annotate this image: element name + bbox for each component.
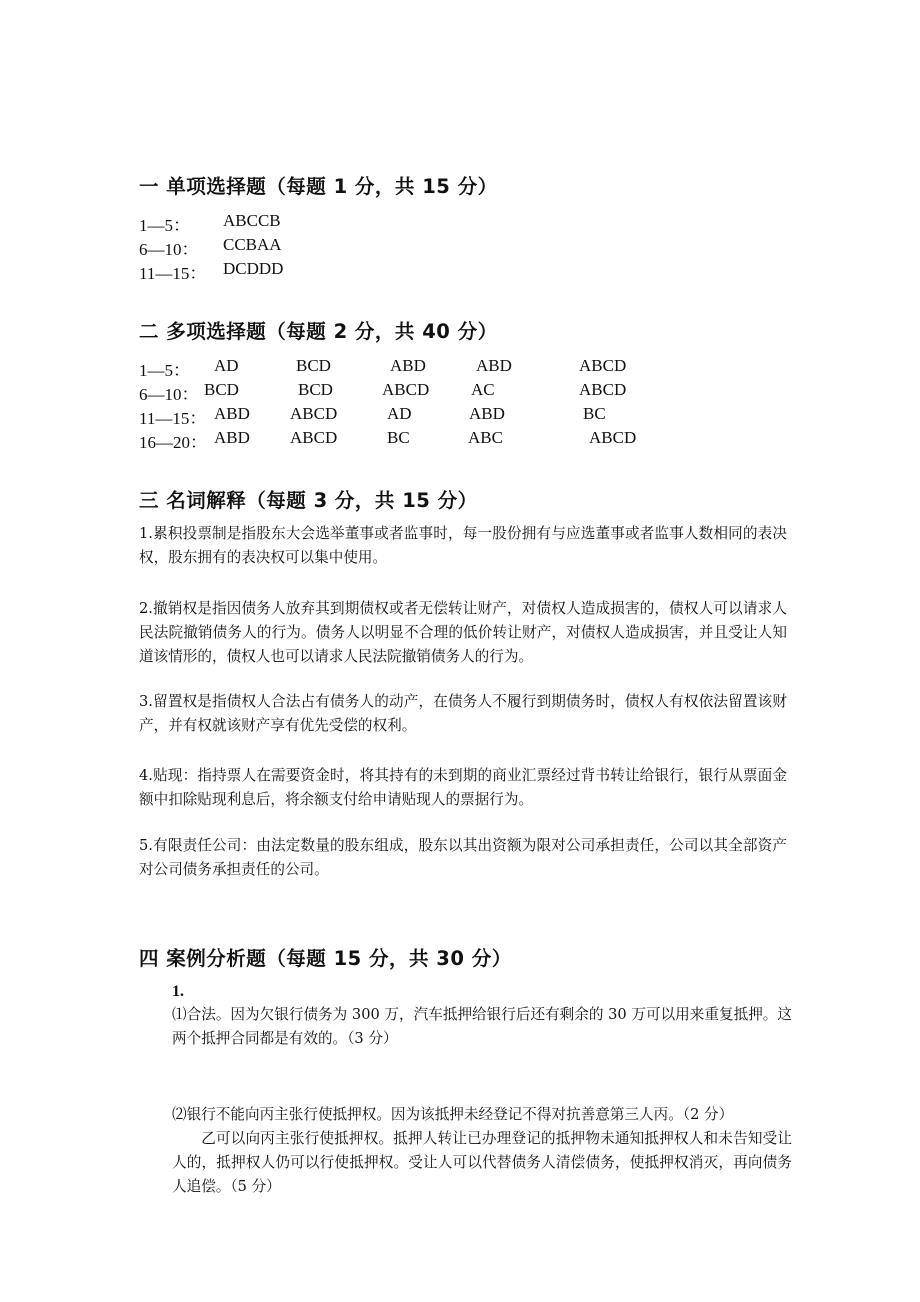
- section-1-title: 一 单项选择题（每题 1 分，共 15 分）: [139, 175, 498, 198]
- answer: ABD: [476, 356, 512, 375]
- definition-3: 3.留置权是指债权人合法占有债务人的动产，在债务人不履行到期债务时，债权人有权依法留置该财产，并有权就该财产享有优先受偿的权利。: [139, 693, 787, 734]
- answer: ABCD: [290, 404, 338, 423]
- answer: ABC: [468, 428, 503, 447]
- definition-5: 5.有限责任公司：由法定数量的股东组成，股东以其出资额为限对公司承担责任，公司以其全部资产对公司债务承担责任的公司。: [139, 837, 787, 878]
- answer: BCD: [204, 380, 239, 399]
- section-4-title: 四 案例分析题（每题 15 分，共 30 分）: [139, 947, 512, 970]
- answer: AC: [471, 380, 495, 399]
- definition-4: 4.贴现：指持票人在需要资金时，将其持有的未到期的商业汇票经过背书转让给银行，银行从票面金额中扣除贴现利息后，将余额支付给申请贴现人的票据行为。: [139, 767, 787, 808]
- row-label: 6—10：: [139, 385, 199, 404]
- definition-2: 2.撤销权是指因债务人放弃其到期债权或者无偿转让财产，对债权人造成损害的，债权人可以请求人民法院撤销债务人的行为。债务人以明显不合理的低价转让财产，对债权人造成损害，并且受让人知道该情形的，债权人也可以请求人民法院撤销债务人的行为。: [139, 600, 787, 665]
- answer: ABCD: [579, 356, 627, 375]
- row-label: 11—15：: [139, 409, 207, 428]
- row-label: 11—15：: [139, 264, 207, 283]
- answer: ABCD: [579, 380, 627, 399]
- row-label: 1—5：: [139, 216, 190, 235]
- case-number: 1.: [172, 983, 184, 1000]
- answer: ABD: [390, 356, 426, 375]
- answer: BCD: [298, 380, 333, 399]
- section-3-title: 三 名词解释（每题 3 分，共 15 分）: [139, 489, 478, 512]
- case-paragraph-2: ⑵银行不能向丙主张行使抵押权。因为该抵押未经登记不得对抗善意第三人丙。（2 分）: [172, 1106, 734, 1123]
- answer: ABD: [214, 404, 250, 423]
- answer: BCD: [296, 356, 331, 375]
- answer: ABCD: [589, 428, 637, 447]
- answer: BC: [583, 404, 606, 423]
- answer: DCDDD: [223, 259, 284, 278]
- row-label: 6—10：: [139, 240, 199, 259]
- case-paragraph-1: ⑴合法。因为欠银行债务为 300 万，汽车抵押给银行后还有剩余的 30 万可以用来重复抵押。这两个抵押合同都是有效的。（3 分）: [172, 1006, 792, 1047]
- answer: AD: [387, 404, 412, 423]
- answer: AD: [214, 356, 239, 375]
- answer: ABD: [469, 404, 505, 423]
- answer: ABCD: [382, 380, 430, 399]
- answer: ABD: [214, 428, 250, 447]
- answer: ABCD: [290, 428, 338, 447]
- case-paragraph-3: 乙可以向丙主张行使抵押权。抵押人转让已办理登记的抵押物未通知抵押权人和未告知受让人的，抵押权人仍可以行使抵押权。受让人可以代替债务人清偿债务，使抵押权消灭，再向债务人追偿。（5 分）: [172, 1130, 792, 1195]
- answer: BC: [387, 428, 410, 447]
- row-label: 16—20：: [139, 433, 207, 452]
- answer: CCBAA: [223, 235, 282, 254]
- row-label: 1—5：: [139, 361, 190, 380]
- answer: ABCCB: [223, 211, 281, 230]
- definition-1: 1.累积投票制是指股东大会选举董事或者监事时，每一股份拥有与应选董事或者监事人数相同的表决权，股东拥有的表决权可以集中使用。: [139, 525, 787, 566]
- section-2-title: 二 多项选择题（每题 2 分，共 40 分）: [139, 320, 498, 343]
